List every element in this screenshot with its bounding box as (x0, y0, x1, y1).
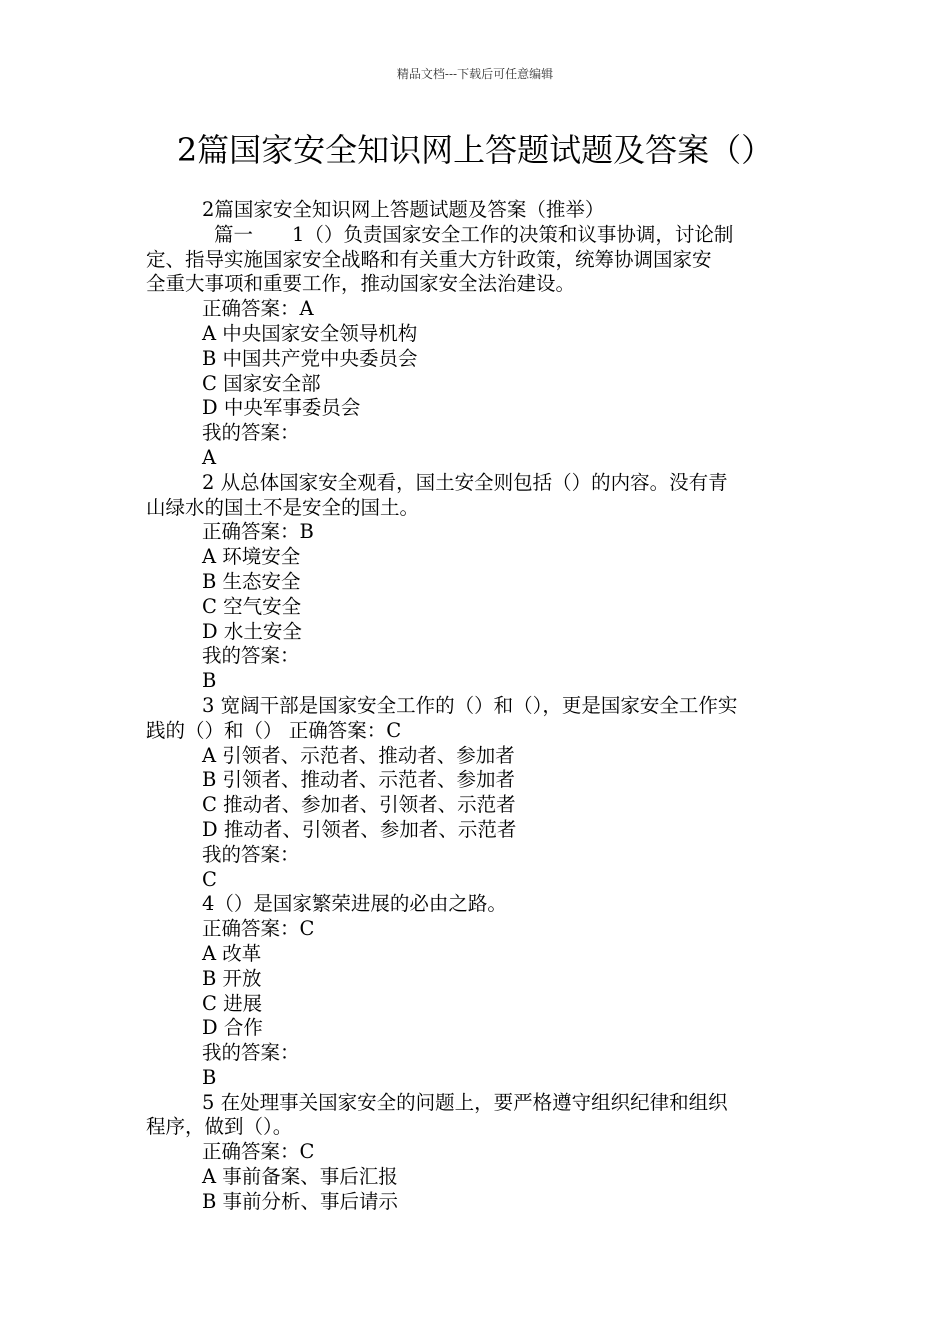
document-body (146, 198, 810, 1215)
text-line: C 进展 (202, 991, 263, 1015)
text-line: 定、指导实施国家安全战略和有关重大方针政策，统筹协调国家安 (146, 247, 712, 271)
text-line: 我的答案： (202, 421, 300, 445)
text-line: 正确答案：C (202, 917, 315, 941)
text-line: A 引领者、示范者、推动者、参加者 (202, 743, 515, 767)
text-line: C 空气安全 (202, 594, 302, 618)
text-line: C (202, 867, 217, 891)
page-header: 精品文档---下载后可任意编辑 (396, 67, 554, 81)
text-line: B 生态安全 (202, 569, 301, 593)
text-line: A 事前备案、事后汇报 (202, 1165, 398, 1189)
text-line: B (202, 1065, 217, 1089)
text-line: B 事前分析、事后请示 (202, 1189, 399, 1213)
text-line: D 水土安全 (202, 619, 302, 643)
text-line: A 环境安全 (202, 545, 301, 569)
text-line: 我的答案： (202, 842, 300, 866)
text-line: 4（）是国家繁荣进展的必由之路。 (202, 892, 507, 916)
text-line: D 中央军事委员会 (202, 396, 361, 420)
text-line: 程序，做到（）。 (146, 1115, 293, 1139)
text-line: 2 从总体国家安全观看，国土安全则包括（）的内容。没有青 (202, 470, 728, 494)
text-line: 正确答案：B (202, 520, 314, 544)
text-line: 全重大事项和重要工作，推动国家安全法治建设。 (146, 272, 576, 296)
text-line: 篇一 1（）负责国家安全工作的决策和议事协调，讨论制 (214, 222, 734, 246)
document-title: 2篇国家安全知识网上答题试题及答案（） (176, 131, 774, 169)
text-line: B 开放 (202, 966, 262, 990)
text-line: C 国家安全部 (202, 371, 321, 395)
text-line: 5 在处理事关国家安全的问题上，要严格遵守组织纪律和组织 (202, 1090, 728, 1114)
text-line: C 推动者、参加者、引领者、示范者 (202, 793, 516, 817)
text-line: 践的（）和（） 正确答案：C (146, 718, 402, 742)
text-line: 我的答案： (202, 644, 300, 668)
text-line: 正确答案：A (202, 297, 314, 321)
text-line: 我的答案： (202, 1041, 300, 1065)
text-line: D 合作 (202, 1016, 263, 1040)
text-line: A (202, 445, 217, 469)
text-line: A 中央国家安全领导机构 (202, 321, 418, 345)
text-line: 3 宽阔干部是国家安全工作的（）和（），更是国家安全工作实 (202, 693, 738, 717)
text-line: D 推动者、引领者、参加者、示范者 (202, 817, 517, 841)
text-line: 正确答案：C (202, 1140, 315, 1164)
text-line: A 改革 (202, 941, 262, 965)
text-line: B (202, 669, 217, 693)
text-line: B 引领者、推动者、示范者、参加者 (202, 768, 516, 792)
text-line: 2篇国家安全知识网上答题试题及答案（推举） (202, 198, 605, 221)
text-line: 山绿水的国土不是安全的国土。 (146, 495, 420, 519)
text-line: B 中国共产党中央委员会 (202, 346, 418, 370)
